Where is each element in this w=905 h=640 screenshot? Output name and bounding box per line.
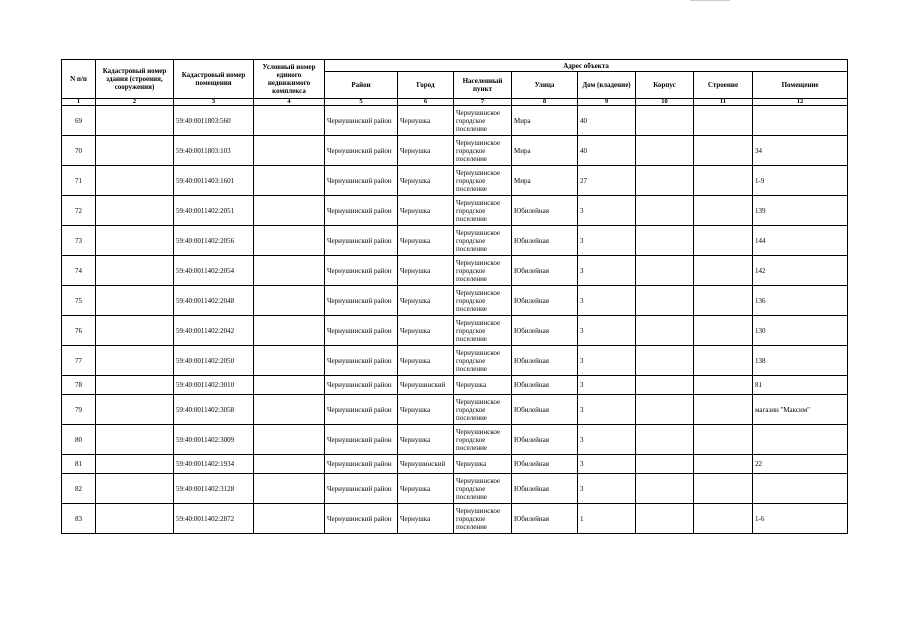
table-row: [62, 316, 848, 346]
premises-cell: [753, 106, 848, 136]
premises-cadastral-cell: 59:40:0011402:1934: [174, 455, 254, 474]
settlement-cell: Чернушинское городское поселение: [454, 316, 512, 346]
building-cadastral-cell: [96, 196, 174, 226]
header-address: Адрес объекта: [325, 60, 848, 72]
building-cadastral-cell: [96, 136, 174, 166]
column-number: 7: [454, 99, 512, 106]
table-row: [62, 455, 848, 474]
header-block: Корпус: [636, 72, 694, 99]
city-cell: Чернушка: [398, 425, 454, 455]
settlement-cell: Чернушинское городское поселение: [454, 504, 512, 534]
building-cell: [694, 395, 753, 425]
column-number: 1: [62, 99, 96, 106]
premises-cadastral-cell: 59:40:0011402:2872: [174, 504, 254, 534]
street-cell: Юбилейная: [512, 256, 578, 286]
house-cell: 40: [578, 136, 636, 166]
row-number: 69: [62, 106, 96, 136]
city-cell: Чернушка: [398, 256, 454, 286]
house-cell: 3: [578, 376, 636, 395]
row-number: 71: [62, 166, 96, 196]
building-cell: [694, 286, 753, 316]
table-row: [62, 256, 848, 286]
block-cell: [636, 256, 694, 286]
settlement-cell: Чернушинское городское поселение: [454, 256, 512, 286]
row-number: 70: [62, 136, 96, 166]
block-cell: [636, 376, 694, 395]
district-cell: Чернушинский район: [325, 395, 398, 425]
building-cell: [694, 256, 753, 286]
row-number: 78: [62, 376, 96, 395]
city-cell: Чернушка: [398, 166, 454, 196]
block-cell: [636, 395, 694, 425]
complex-number-cell: [254, 474, 325, 504]
complex-number-cell: [254, 425, 325, 455]
premises-cadastral-cell: 59:40:0011803:103: [174, 136, 254, 166]
house-cell: 1: [578, 504, 636, 534]
column-number: 6: [398, 99, 454, 106]
building-cadastral-cell: [96, 376, 174, 395]
city-cell: Чернушка: [398, 196, 454, 226]
complex-number-cell: [254, 286, 325, 316]
house-cell: 3: [578, 316, 636, 346]
premises-cadastral-cell: 59:40:0011402:3010: [174, 376, 254, 395]
column-number-row: [62, 99, 848, 106]
building-cadastral-cell: [96, 425, 174, 455]
settlement-cell: Чернушка: [454, 455, 512, 474]
city-cell: Чернушинский: [398, 376, 454, 395]
street-cell: Юбилейная: [512, 196, 578, 226]
header-premises: Помещение: [753, 72, 848, 99]
house-cell: 3: [578, 455, 636, 474]
header-street: Улица: [512, 72, 578, 99]
settlement-cell: Чернушинское городское поселение: [454, 395, 512, 425]
premises-cell: 139: [753, 196, 848, 226]
table-row: [62, 136, 848, 166]
district-cell: Чернушинский район: [325, 196, 398, 226]
settlement-cell: Чернушинское городское поселение: [454, 106, 512, 136]
district-cell: Чернушинский район: [325, 226, 398, 256]
city-cell: Чернушка: [398, 106, 454, 136]
city-cell: Чернушка: [398, 286, 454, 316]
premises-cadastral-cell: 59:40:0011402:2050: [174, 346, 254, 376]
premises-cell: 144: [753, 226, 848, 256]
district-cell: Чернушинский район: [325, 286, 398, 316]
building-cadastral-cell: [96, 474, 174, 504]
column-number: 11: [694, 99, 753, 106]
premises-cadastral-cell: 59:40:0011402:3058: [174, 395, 254, 425]
district-cell: Чернушинский район: [325, 316, 398, 346]
table-row: [62, 376, 848, 395]
settlement-cell: Чернушинское городское поселение: [454, 474, 512, 504]
row-number: 77: [62, 346, 96, 376]
header-premises-cadastral: Кадастровый номер помещения: [174, 60, 254, 99]
district-cell: Чернушинский район: [325, 166, 398, 196]
district-cell: Чернушинский район: [325, 425, 398, 455]
house-cell: 3: [578, 474, 636, 504]
premises-cadastral-cell: 59:40:0011402:3128: [174, 474, 254, 504]
table-row: [62, 474, 848, 504]
premises-cadastral-cell: 59:40:0011402:2051: [174, 196, 254, 226]
building-cell: [694, 346, 753, 376]
building-cadastral-cell: [96, 504, 174, 534]
block-cell: [636, 196, 694, 226]
column-number: 10: [636, 99, 694, 106]
building-cell: [694, 504, 753, 534]
complex-number-cell: [254, 316, 325, 346]
street-cell: Юбилейная: [512, 474, 578, 504]
header-house: Дом (владение): [578, 72, 636, 99]
premises-cell: 34: [753, 136, 848, 166]
block-cell: [636, 226, 694, 256]
table-row: [62, 395, 848, 425]
premises-cadastral-cell: 59:40:0011402:3009: [174, 425, 254, 455]
settlement-cell: Чернушинское городское поселение: [454, 166, 512, 196]
building-cadastral-cell: [96, 346, 174, 376]
building-cell: [694, 166, 753, 196]
street-cell: Юбилейная: [512, 286, 578, 316]
premises-cadastral-cell: 59:40:0011803:560: [174, 106, 254, 136]
house-cell: 3: [578, 395, 636, 425]
house-cell: 3: [578, 256, 636, 286]
complex-number-cell: [254, 166, 325, 196]
column-number: 3: [174, 99, 254, 106]
premises-cadastral-cell: 59:40:0011402:2056: [174, 226, 254, 256]
street-cell: Мира: [512, 106, 578, 136]
building-cell: [694, 106, 753, 136]
building-cadastral-cell: [96, 106, 174, 136]
premises-cell: 142: [753, 256, 848, 286]
row-number: 82: [62, 474, 96, 504]
street-cell: Юбилейная: [512, 316, 578, 346]
table-row: [62, 106, 848, 136]
complex-number-cell: [254, 395, 325, 425]
column-number: 2: [96, 99, 174, 106]
row-number: 75: [62, 286, 96, 316]
premises-cell: 130: [753, 316, 848, 346]
premises-cell: [753, 474, 848, 504]
table-row: [62, 425, 848, 455]
city-cell: Чернушка: [398, 316, 454, 346]
complex-number-cell: [254, 504, 325, 534]
block-cell: [636, 474, 694, 504]
district-cell: Чернушинский район: [325, 256, 398, 286]
block-cell: [636, 455, 694, 474]
city-cell: Чернушка: [398, 504, 454, 534]
district-cell: Чернушинский район: [325, 455, 398, 474]
premises-cell: 1-9: [753, 166, 848, 196]
district-cell: Чернушинский район: [325, 376, 398, 395]
row-number: 74: [62, 256, 96, 286]
table-row: [62, 346, 848, 376]
premises-cell: 1-6: [753, 504, 848, 534]
block-cell: [636, 106, 694, 136]
row-number: 83: [62, 504, 96, 534]
house-cell: 3: [578, 286, 636, 316]
building-cadastral-cell: [96, 166, 174, 196]
building-cell: [694, 316, 753, 346]
street-cell: Юбилейная: [512, 455, 578, 474]
city-cell: Чернушка: [398, 226, 454, 256]
city-cell: Чернушка: [398, 346, 454, 376]
complex-number-cell: [254, 376, 325, 395]
building-cell: [694, 136, 753, 166]
premises-cadastral-cell: 59:40:0011402:2048: [174, 286, 254, 316]
premises-cell: [753, 425, 848, 455]
column-number: 12: [753, 99, 848, 106]
street-cell: Юбилейная: [512, 376, 578, 395]
header-building-cadastral: Кадастровый номер здания (строения, сооружения): [96, 60, 174, 99]
header-district: Район: [325, 72, 398, 99]
column-number: 9: [578, 99, 636, 106]
premises-cell: магазин "Максим": [753, 395, 848, 425]
building-cadastral-cell: [96, 316, 174, 346]
building-cell: [694, 196, 753, 226]
row-number: 73: [62, 226, 96, 256]
header-settlement: Населенный пункт: [454, 72, 512, 99]
settlement-cell: Чернушинское городское поселение: [454, 196, 512, 226]
premises-cadastral-cell: 59:40:0011402:2042: [174, 316, 254, 346]
column-number: 8: [512, 99, 578, 106]
header-building: Строение: [694, 72, 753, 99]
block-cell: [636, 166, 694, 196]
city-cell: Чернушка: [398, 136, 454, 166]
building-cell: [694, 376, 753, 395]
property-register-table: [61, 59, 848, 534]
row-number: 76: [62, 316, 96, 346]
house-cell: 3: [578, 425, 636, 455]
table-row: [62, 504, 848, 534]
premises-cell: 22: [753, 455, 848, 474]
district-cell: Чернушинский район: [325, 504, 398, 534]
block-cell: [636, 286, 694, 316]
district-cell: Чернушинский район: [325, 136, 398, 166]
block-cell: [636, 136, 694, 166]
table-row: [62, 286, 848, 316]
street-cell: Юбилейная: [512, 425, 578, 455]
column-number: 4: [254, 99, 325, 106]
block-cell: [636, 346, 694, 376]
complex-number-cell: [254, 106, 325, 136]
premises-cadastral-cell: 59:40:0011403:1601: [174, 166, 254, 196]
settlement-cell: Чернушка: [454, 376, 512, 395]
settlement-cell: Чернушинское городское поселение: [454, 226, 512, 256]
complex-number-cell: [254, 346, 325, 376]
row-number: 79: [62, 395, 96, 425]
complex-number-cell: [254, 226, 325, 256]
complex-number-cell: [254, 136, 325, 166]
row-number: 81: [62, 455, 96, 474]
page-edge-mark: [690, 0, 730, 5]
street-cell: Юбилейная: [512, 346, 578, 376]
table-body: [62, 106, 848, 534]
premises-cell: 138: [753, 346, 848, 376]
building-cadastral-cell: [96, 395, 174, 425]
building-cell: [694, 474, 753, 504]
house-cell: 27: [578, 166, 636, 196]
block-cell: [636, 425, 694, 455]
city-cell: Чернушинский: [398, 455, 454, 474]
block-cell: [636, 316, 694, 346]
column-number: 5: [325, 99, 398, 106]
street-cell: Юбилейная: [512, 395, 578, 425]
settlement-cell: Чернушинское городское поселение: [454, 425, 512, 455]
premises-cell: 136: [753, 286, 848, 316]
street-cell: Мира: [512, 166, 578, 196]
table-row: [62, 196, 848, 226]
complex-number-cell: [254, 455, 325, 474]
district-cell: Чернушинский район: [325, 106, 398, 136]
row-number: 72: [62, 196, 96, 226]
building-cell: [694, 226, 753, 256]
city-cell: Чернушка: [398, 395, 454, 425]
header-city: Город: [398, 72, 454, 99]
complex-number-cell: [254, 256, 325, 286]
district-cell: Чернушинский район: [325, 346, 398, 376]
house-cell: 3: [578, 196, 636, 226]
street-cell: Юбилейная: [512, 504, 578, 534]
row-number: 80: [62, 425, 96, 455]
building-cell: [694, 455, 753, 474]
building-cadastral-cell: [96, 226, 174, 256]
district-cell: Чернушинский район: [325, 474, 398, 504]
building-cadastral-cell: [96, 455, 174, 474]
block-cell: [636, 504, 694, 534]
house-cell: 3: [578, 346, 636, 376]
house-cell: 3: [578, 226, 636, 256]
premises-cadastral-cell: 59:40:0011402:2054: [174, 256, 254, 286]
table-row: [62, 226, 848, 256]
table-row: [62, 166, 848, 196]
building-cadastral-cell: [96, 256, 174, 286]
settlement-cell: Чернушинское городское поселение: [454, 136, 512, 166]
header-complex-number: Условный номер единого недвижимого комплекса: [254, 60, 325, 99]
premises-cell: 81: [753, 376, 848, 395]
house-cell: 40: [578, 106, 636, 136]
street-cell: Мира: [512, 136, 578, 166]
city-cell: Чернушка: [398, 474, 454, 504]
table-header: [62, 60, 848, 106]
settlement-cell: Чернушинское городское поселение: [454, 346, 512, 376]
settlement-cell: Чернушинское городское поселение: [454, 286, 512, 316]
building-cell: [694, 425, 753, 455]
street-cell: Юбилейная: [512, 226, 578, 256]
complex-number-cell: [254, 196, 325, 226]
header-num: N п/п: [62, 60, 96, 99]
building-cadastral-cell: [96, 286, 174, 316]
